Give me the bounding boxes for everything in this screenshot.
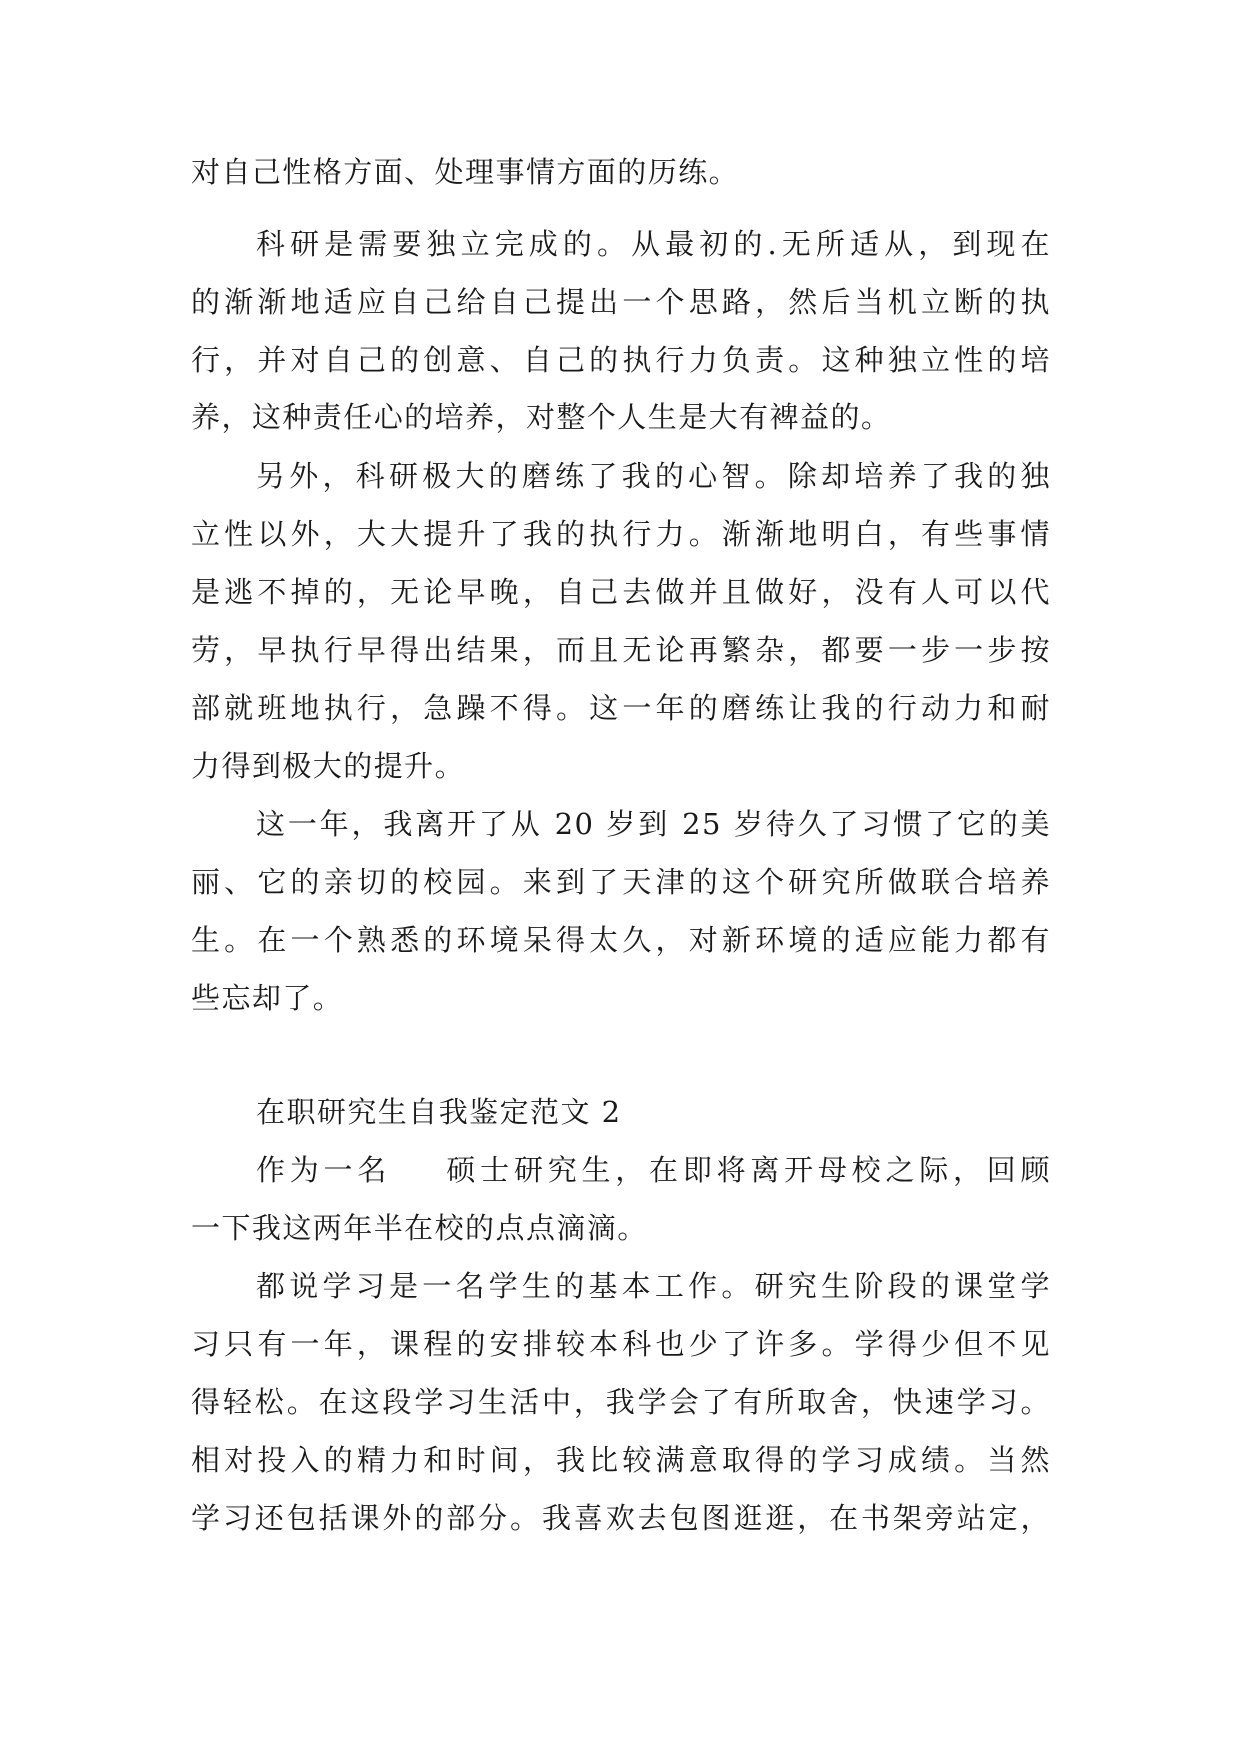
text-line: 养，这种责任心的培养，对整个人生是大有裨益的。 (191, 400, 892, 434)
text-line: 生。在一个熟悉的环境呆得太久，对新环境的适应能力都有 (191, 923, 1051, 957)
text-line: 一下我这两年半在校的点点滴滴。 (191, 1211, 648, 1245)
text-line: 这一年，我离开了从 20 岁到 25 岁待久了习惯了它的美 (256, 807, 1051, 841)
text-line: 劳，早执行早得出结果，而且无论再繁杂，都要一步一步按 (191, 633, 1051, 667)
text-line: 对自己性格方面、处理事情方面的历练。 (191, 155, 740, 189)
text-line: 力得到极大的提升。 (191, 749, 466, 783)
text-line: 丽、它的亲切的校园。来到了天津的这个研究所做联合培养 (191, 865, 1051, 899)
text-line: 习只有一年，课程的安排较本科也少了许多。学得少但不见 (191, 1327, 1051, 1361)
text-line: 部就班地执行，急躁不得。这一年的磨练让我的行动力和耐 (191, 691, 1051, 725)
text-line: 立性以外，大大提升了我的执行力。渐渐地明白，有些事情 (191, 517, 1051, 551)
text-line: 学习还包括课外的部分。我喜欢去包图逛逛，在书架旁站定， (191, 1501, 1051, 1535)
section-title: 在职研究生自我鉴定范文 2 (256, 1095, 622, 1129)
text-line: 些忘却了。 (191, 981, 344, 1015)
text-line: 相对投入的精力和时间，我比较满意取得的学习成绩。当然 (191, 1443, 1051, 1477)
text-line (256, 1153, 1051, 1187)
text-line: 行，并对自己的创意、自己的执行力负责。这种独立性的培 (191, 343, 1051, 377)
text-line: 的渐渐地适应自己给自己提出一个思路，然后当机立断的执 (191, 285, 1051, 319)
text-line: 是逃不掉的，无论早晚，自己去做并且做好，没有人可以代 (191, 575, 1051, 609)
text-line: 另外，科研极大的磨练了我的心智。除却培养了我的独 (256, 459, 1051, 493)
text-fragment: 作为一名 (256, 1153, 392, 1187)
text-line: 科研是需要独立完成的。从最初的.无所适从，到现在 (256, 227, 1051, 261)
text-line: 都说学习是一名学生的基本工作。研究生阶段的课堂学 (256, 1269, 1051, 1303)
text-line: 得轻松。在这段学习生活中，我学会了有所取舍，快速学习。 (191, 1385, 1051, 1419)
text-fragment: 硕士研究生，在即将离开母校之际，回顾 (443, 1153, 1051, 1187)
